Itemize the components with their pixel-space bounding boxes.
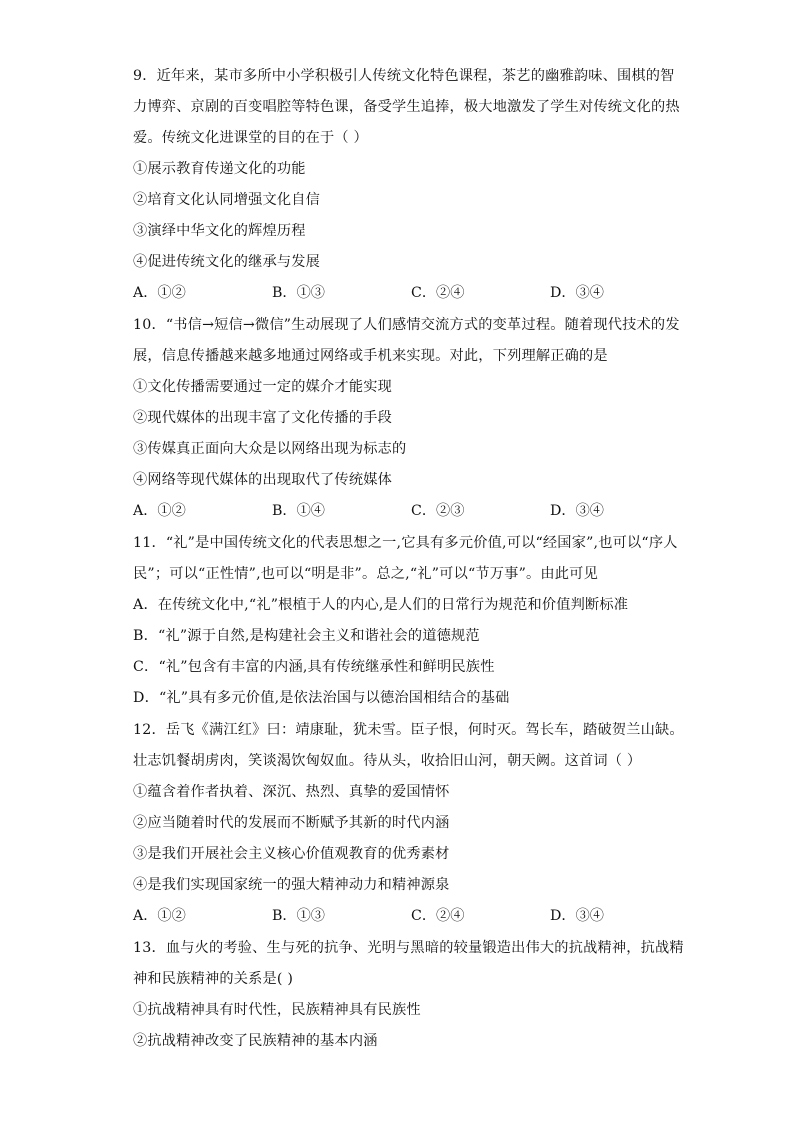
q11-choice-c[interactable]: C．“礼”包含有丰富的内涵,具有传统继承性和鲜明民族性	[133, 659, 495, 675]
q9-item-2: ②培育文化认同增强文化自信	[133, 192, 321, 208]
q11-stem-line-2: 民”；可以“正性情”,也可以“明是非”。总之,“礼”可以“节万事”。由此可见	[133, 566, 598, 582]
q10-option-c[interactable]: C．②③	[411, 503, 465, 519]
q10-item-3: ③传媒真正面向大众是以网络出现为标志的	[133, 441, 407, 457]
q11-choice-a[interactable]: A．在传统文化中,“礼”根植于人的内心,是人们的日常行为规范和价值判断标准	[133, 597, 629, 613]
q9-option-d[interactable]: D．③④	[550, 285, 604, 301]
q10-option-a[interactable]: A．①②	[133, 503, 186, 519]
q11-choice-b[interactable]: B．“礼”源于自然,是构建社会主义和谐社会的道德规范	[133, 628, 480, 644]
q10-item-2: ②现代媒体的出现丰富了文化传播的手段	[133, 410, 392, 426]
q9-item-1: ①展示教育传递文化的功能	[133, 161, 306, 177]
q13-stem-line-1: 13．血与火的考验、生与死的抗争、光明与黑暗的较量锻造出伟大的抗战精神，抗战精	[133, 940, 684, 956]
q13-item-1: ①抗战精神具有时代性，民族精神具有民族性	[133, 1002, 421, 1018]
q9-item-3: ③演绎中华文化的辉煌历程	[133, 223, 306, 239]
q11-stem-line-1: 11．“礼”是中国传统文化的代表思想之一,它具有多元价值,可以“经国家”,也可以“序人	[133, 535, 678, 551]
q10-item-4: ④网络等现代媒体的出现取代了传统媒体	[133, 472, 392, 488]
q9-item-4: ④促进传统文化的继承与发展	[133, 254, 321, 270]
q12-item-2: ②应当随着时代的发展而不断赋予其新的时代内涵	[133, 815, 450, 831]
q9-stem-line-1: 9．近年来，某市多所中小学积极引人传统文化特色课程，茶艺的幽雅韵味、围棋的智	[133, 68, 675, 84]
q12-item-3: ③是我们开展社会主义核心价值观教育的优秀素材	[133, 846, 450, 862]
q12-option-b[interactable]: B．①③	[272, 908, 325, 924]
q10-stem-line-1: 10．“书信→短信→微信”生动展现了人们感情交流方式的变革过程。随着现代技术的发	[133, 317, 680, 333]
q12-item-4: ④是我们实现国家统一的强大精神动力和精神源泉	[133, 877, 450, 893]
q9-stem-line-2: 力博弈、京剧的百变唱腔等特色课，备受学生追捧，极大地激发了学生对传统文化的热	[133, 99, 680, 115]
q10-option-b[interactable]: B．①④	[272, 503, 325, 519]
q9-option-a[interactable]: A．①②	[133, 285, 186, 301]
q12-options	[133, 906, 693, 926]
q10-item-1: ①文化传播需要通过一定的媒介才能实现	[133, 379, 392, 395]
q12-option-d[interactable]: D．③④	[550, 908, 604, 924]
q13-stem-line-2: 神和民族精神的关系是( )	[133, 971, 294, 987]
q12-item-1: ①蕴含着作者执着、深沉、热烈、真挚的爱国情怀	[133, 784, 450, 800]
q13-item-2: ②抗战精神改变了民族精神的基本内涵	[133, 1033, 378, 1049]
q12-option-c[interactable]: C．②④	[411, 908, 465, 924]
q9-options	[133, 283, 693, 303]
q9-option-c[interactable]: C．②④	[411, 285, 465, 301]
q12-option-a[interactable]: A．①②	[133, 908, 186, 924]
q11-choice-d[interactable]: D．“礼”具有多元价值,是依法治国与以德治国相结合的基础	[133, 690, 510, 706]
q10-option-d[interactable]: D．③④	[550, 503, 604, 519]
q9-stem-line-3: 爱。传统文化进课堂的目的在于（ ）	[133, 130, 368, 146]
q10-stem-line-2: 展，信息传播越来越多地通过网络或手机来实现。对此，下列理解正确的是	[133, 348, 608, 364]
q9-option-b[interactable]: B．①③	[272, 285, 325, 301]
q12-stem-line-2: 壮志饥餐胡虏肉，笑谈渴饮匈奴血。待从头，收拾旧山河，朝天阙。这首词（ ）	[133, 753, 642, 769]
q10-options	[133, 501, 693, 521]
q12-stem-line-1: 12．岳飞《满江红》曰：靖康耻，犹未雪。臣子恨，何时灭。驾长车，踏破贺兰山缺。	[133, 722, 684, 738]
